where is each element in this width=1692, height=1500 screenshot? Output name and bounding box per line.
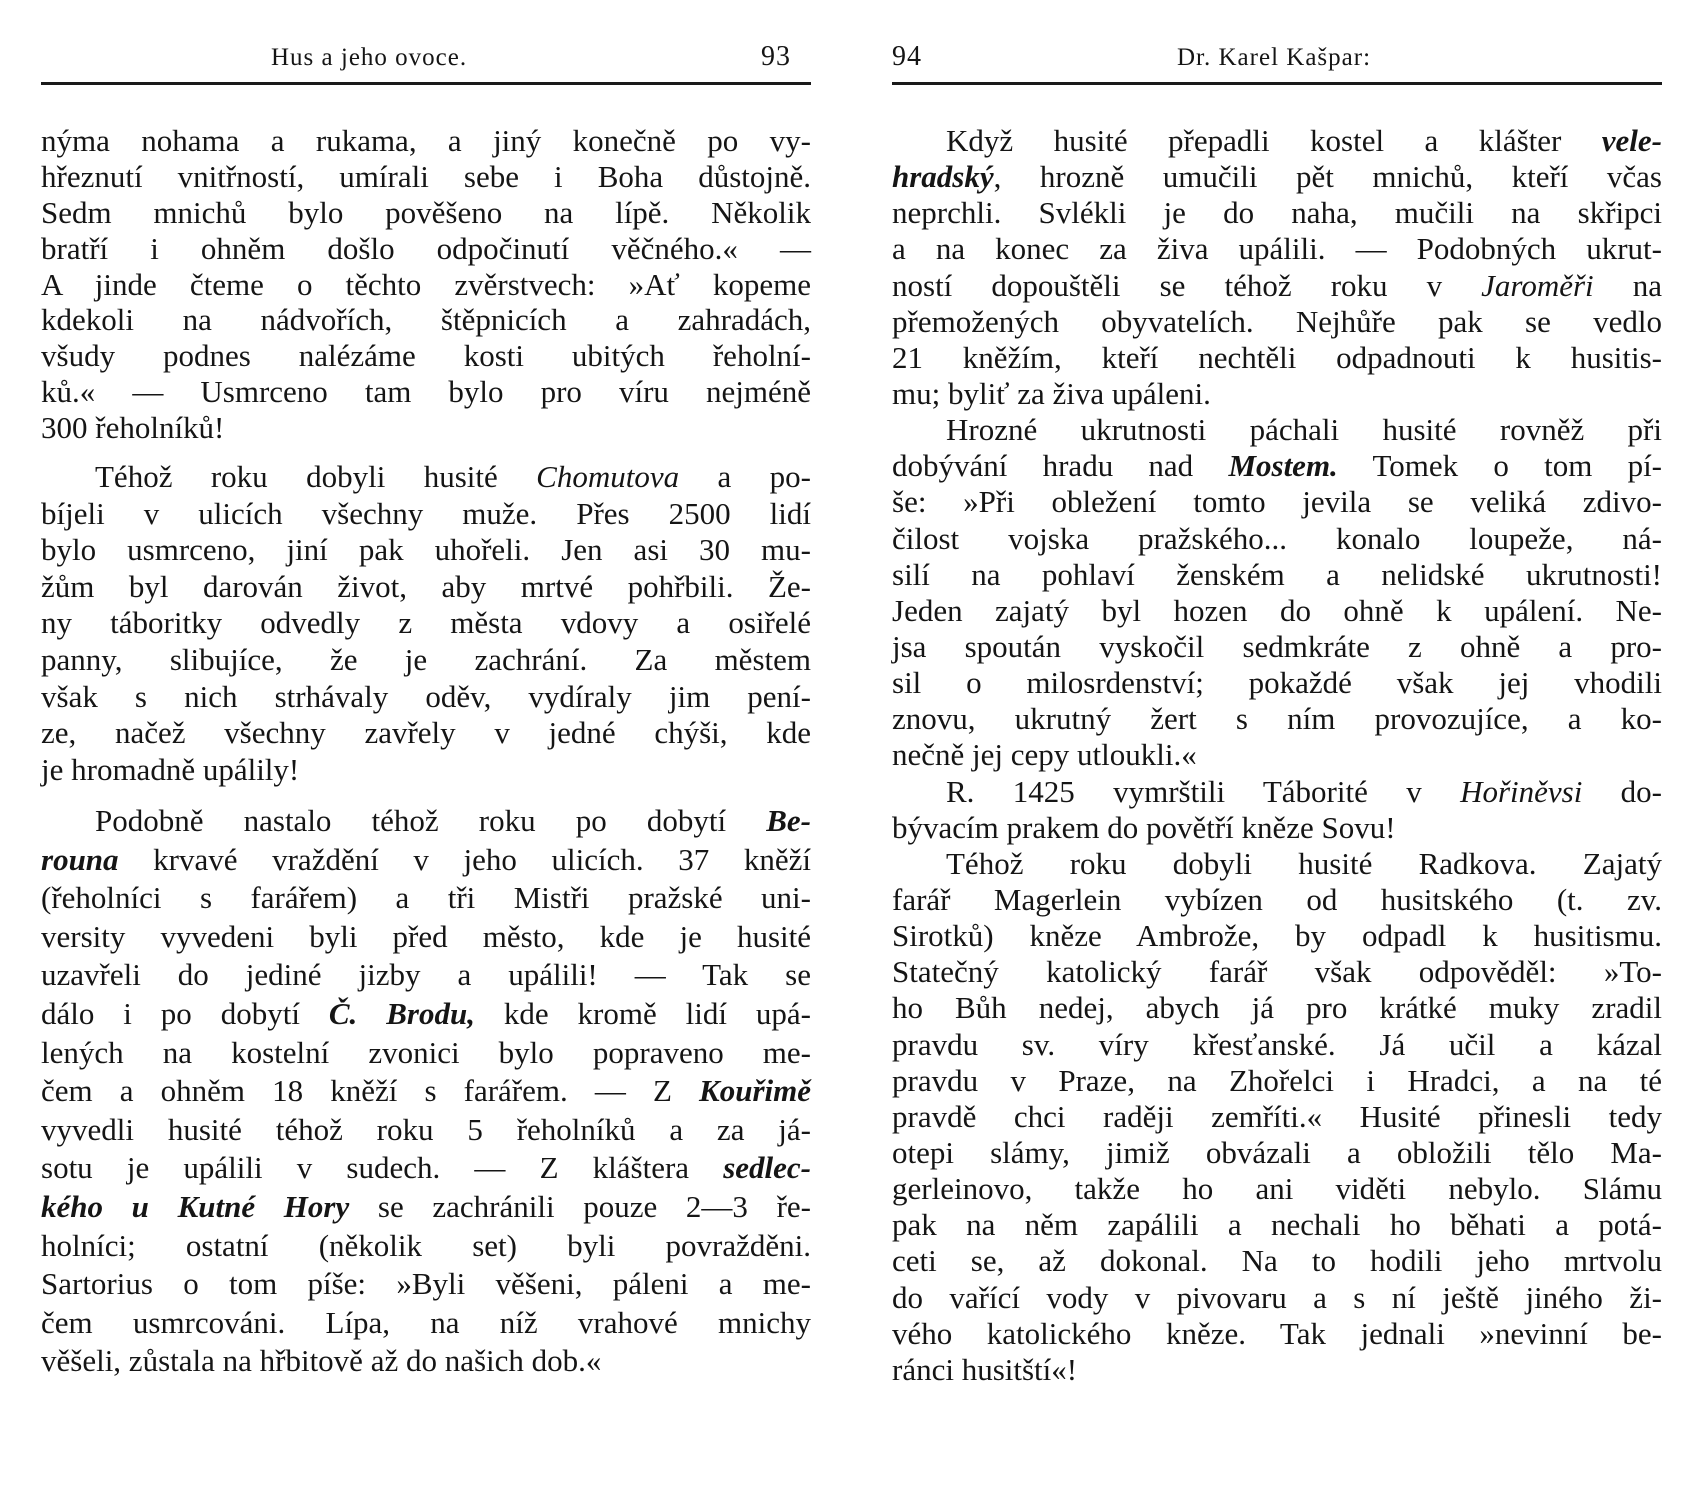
text-line — [892, 1099, 1662, 1135]
text-segment: 300 řeholníků! — [41, 410, 225, 446]
text-line — [892, 918, 1662, 954]
text-segment: nýma nohama a rukama, a jiný konečně po vy- — [41, 123, 811, 158]
text-line — [892, 268, 1662, 304]
text-segment: do vařící vody v pivovaru a s ní ještě jiného ži- — [892, 1279, 1662, 1315]
running-head: Hus a jeho ovoce. — [271, 44, 468, 71]
text-line — [892, 557, 1662, 593]
emphasized-text: sedlec- — [723, 1150, 811, 1186]
text-line — [892, 774, 1662, 810]
text-segment: krvavé vraždění v jeho ulicích. 37 kněží — [118, 841, 811, 877]
text-line — [892, 1280, 1662, 1316]
text-segment: pak na něm zapálili a nechali ho běhati a potá- — [892, 1207, 1662, 1243]
page-number: 93 — [761, 41, 791, 72]
text-segment: hřeznutí vnitřností, umírali sebe i Boha důstojně. — [41, 158, 811, 194]
text-segment: nečně jej cepy utloukli.« — [892, 737, 1197, 773]
emphasized-text: Hořiněvsi — [1460, 773, 1583, 809]
text-segment: ránci husitští«! — [892, 1351, 1078, 1387]
text-line — [892, 231, 1662, 267]
text-line — [41, 459, 811, 496]
text-line — [41, 374, 811, 410]
text-line — [41, 1188, 811, 1227]
text-line — [892, 1316, 1662, 1352]
text-segment: pravdě chci raději zemříti.« Husité přinesli tedy — [892, 1098, 1662, 1134]
emphasized-text: Kouřimě — [699, 1073, 811, 1109]
text-segment: Jeden zajatý byl hozen do ohně k upálení. Ne- — [892, 592, 1662, 628]
text-segment: čem usmrcováni. Lípa, na níž vrahové mnichy — [41, 1304, 811, 1340]
emphasized-text: vele- — [1601, 123, 1662, 158]
text-segment: vého katolického kněze. Tak jednali »nevinní be- — [892, 1315, 1662, 1351]
left-page — [41, 0, 811, 1500]
text-segment: sotu je upálili v sudech. — Z kláštera — [41, 1150, 724, 1186]
text-line — [892, 340, 1662, 376]
text-line — [892, 810, 1662, 846]
emphasized-text: Mostem. — [1228, 448, 1338, 484]
text-segment: Sartorius o tom píše: »Byli věšeni, páleni a me- — [41, 1266, 811, 1302]
text-segment: Statečný katolický farář však odpověděl: »To- — [892, 954, 1662, 990]
text-line — [892, 412, 1662, 448]
text-segment: R. 1425 vymrštili Táborité v — [946, 773, 1461, 809]
text-segment: pravdu sv. víry křesťanské. Já učil a kázal — [892, 1026, 1662, 1062]
emphasized-text: Č. Brodu, — [328, 995, 475, 1031]
text-line — [41, 267, 811, 303]
text-line — [41, 338, 811, 374]
header-rule — [892, 82, 1662, 85]
text-segment: , hrozně umučili pět mnichů, kteří včas — [993, 159, 1662, 195]
text-segment: ho Bůh nedej, abych já pro krátké muky zradil — [892, 990, 1662, 1026]
text-line — [892, 1063, 1662, 1099]
emphasized-text: rouna — [41, 841, 119, 877]
text-line — [892, 1135, 1662, 1171]
text-segment: neprchli. Svlékli je do naha, mučili na skřipci — [892, 195, 1662, 231]
emphasized-text: Jaroměři — [1481, 267, 1594, 303]
text-line — [892, 737, 1662, 773]
text-line — [41, 752, 811, 789]
text-segment: versity vyvedeni byli před město, kde je husité — [41, 918, 811, 954]
running-head: Dr. Karel Kašpar: — [1177, 44, 1372, 71]
text-line — [41, 1149, 811, 1188]
text-line — [41, 1072, 811, 1111]
right-page — [892, 0, 1662, 1500]
text-line — [41, 231, 811, 267]
text-segment: vyvedli husité téhož roku 5 řeholníků a za já- — [41, 1111, 811, 1147]
text-segment: se zachránili pouze 2—3 ře- — [349, 1188, 811, 1224]
text-line — [41, 802, 811, 841]
text-line — [892, 1027, 1662, 1063]
text-segment: čilost vojska pražského... konalo loupeže, ná- — [892, 520, 1662, 556]
text-segment: A jinde čteme o těchto zvěrstvech: »Ať kopeme — [41, 266, 811, 302]
text-line — [41, 496, 811, 533]
text-line — [892, 159, 1662, 195]
text-segment: ny táboritky odvedly z města vdovy a osiřelé — [41, 605, 811, 641]
emphasized-text: hradský — [892, 159, 994, 195]
text-line — [892, 376, 1662, 412]
text-segment: še: »Při obležení tomto jevila se veliká zdivo- — [892, 484, 1662, 520]
text-segment: však s nich strhávaly oděv, vydíraly jim pení- — [41, 678, 811, 714]
text-line — [892, 665, 1662, 701]
text-segment: pravdu v Praze, na Zhořelci i Hradci, a na té — [892, 1062, 1662, 1098]
paragraph — [892, 123, 1662, 1388]
text-line — [41, 569, 811, 606]
text-segment: Sedm mnichů bylo pověšeno na lípě. Několik — [41, 194, 811, 230]
text-line — [892, 484, 1662, 520]
text-segment: přemožených obyvatelích. Nejhůře pak se vedlo — [892, 303, 1662, 339]
text-segment: a na konec za živa upálili. — Podobných ukrut- — [892, 231, 1662, 267]
text-segment: věšeli, zůstala na hřbitově až do našich dob.« — [41, 1343, 602, 1379]
text-line — [892, 882, 1662, 918]
text-segment: jsa spoután vyskočil sedmkráte z ohně a pro- — [892, 628, 1662, 664]
text-segment: dálo i po dobytí — [41, 995, 329, 1031]
text-line — [892, 1207, 1662, 1243]
text-segment: 21 kněžím, kteří nechtěli odpadnouti k husitis- — [892, 339, 1662, 375]
text-segment: mu; byliť za živa upáleni. — [892, 375, 1211, 411]
text-segment: a po- — [679, 459, 811, 494]
text-segment: do- — [1582, 773, 1662, 809]
text-line — [41, 1265, 811, 1304]
text-segment: dobývání hradu nad — [892, 448, 1229, 484]
text-line — [41, 1227, 811, 1266]
text-segment: farář Magerlein vybízen od husitského (t. zv. — [892, 881, 1662, 917]
text-segment: kdekoli na nádvořích, štěpnicích a zahradách, — [41, 302, 811, 338]
text-segment: čem a ohněm 18 kněží s farářem. — Z — [41, 1073, 700, 1109]
text-line — [892, 1352, 1662, 1388]
text-line — [892, 521, 1662, 557]
text-line — [41, 1304, 811, 1343]
text-segment: Tomek o tom pí- — [1337, 448, 1663, 484]
emphasized-text: Chomutova — [536, 459, 680, 494]
text-segment: Téhož roku dobyli husité — [95, 459, 537, 494]
text-line — [41, 410, 811, 446]
text-segment: panny, slibujíce, že je zachrání. Za městem — [41, 641, 811, 677]
emphasized-text: Be- — [766, 803, 811, 838]
text-segment: Sirotků) kněze Ambrože, by odpadl k husitismu. — [892, 918, 1662, 954]
text-segment: ků.« — Usmrceno tam bylo pro víru nejméně — [41, 374, 811, 410]
text-line — [892, 123, 1662, 159]
paragraph — [41, 459, 811, 788]
text-segment: Téhož roku dobyli husité Radkova. Zajatý — [946, 845, 1662, 881]
text-line — [41, 715, 811, 752]
text-segment: ceti se, až dokonal. Na to hodili jeho mrtvolu — [892, 1243, 1662, 1279]
header-rule — [41, 82, 811, 85]
text-line — [41, 679, 811, 716]
text-segment: gerleinovo, takže ho ani viděti nebylo. Slámu — [892, 1171, 1662, 1207]
text-line — [892, 954, 1662, 990]
text-line — [41, 642, 811, 679]
text-line — [41, 532, 811, 569]
text-line — [41, 841, 811, 880]
text-segment: ností dopouštěli se téhož roku v — [892, 267, 1482, 303]
text-line — [892, 593, 1662, 629]
text-segment: žům byl darován život, aby mrtvé pohřbili. Že- — [41, 568, 811, 604]
text-segment: ze, načež všechny zavřely v jedné chýši, kde — [41, 715, 811, 751]
text-line — [892, 990, 1662, 1026]
text-segment: Hrozné ukrutnosti páchali husité rovněž při — [946, 412, 1662, 448]
text-line — [892, 701, 1662, 737]
text-segment: bíjeli v ulicích všechny muže. Přes 2500 lidí — [41, 495, 811, 531]
text-segment: bývacím prakem do povětří kněze Sovu! — [892, 809, 1396, 845]
text-line — [892, 846, 1662, 882]
text-line — [41, 956, 811, 995]
page-number: 94 — [892, 41, 922, 72]
emphasized-text: kého u Kutné Hory — [41, 1188, 350, 1224]
text-line — [41, 605, 811, 642]
text-line — [892, 304, 1662, 340]
text-line — [41, 302, 811, 338]
text-segment: Když husité přepadli kostel a klášter — [946, 123, 1602, 158]
text-line — [41, 195, 811, 231]
paragraph — [41, 802, 811, 1381]
text-line — [41, 159, 811, 195]
text-line — [41, 879, 811, 918]
text-segment: všudy podnes nalézáme kosti ubitých řeholní- — [41, 338, 811, 374]
text-line — [892, 1243, 1662, 1279]
text-line — [41, 1342, 811, 1381]
text-segment: uzavřeli do jediné jizby a upálili! — Tak se — [41, 957, 811, 993]
text-segment: holníci; ostatní (několik set) byli povražděni. — [41, 1227, 811, 1263]
text-line — [892, 448, 1662, 484]
text-segment: znovu, ukrutný žert s ním provozujíce, a ko- — [892, 701, 1662, 737]
text-line — [892, 195, 1662, 231]
text-segment: na — [1593, 267, 1663, 303]
text-segment: (řeholníci s farářem) a tři Mistři pražské uni- — [41, 880, 811, 916]
text-segment: kde kromě lidí upá- — [474, 995, 811, 1031]
text-segment: Podobně nastalo téhož roku po dobytí — [95, 803, 767, 838]
text-line — [41, 1111, 811, 1150]
text-segment: lených na kostelní zvonici bylo popraveno me- — [41, 1034, 811, 1070]
text-line — [41, 995, 811, 1034]
text-segment: je hromadně upálily! — [41, 751, 300, 787]
text-segment: bratří i ohněm došlo odpočinutí věčného.« — — [41, 230, 811, 266]
text-segment: silí na pohlaví ženském a nelidské ukrutnosti! — [892, 556, 1662, 592]
paragraph — [41, 123, 811, 446]
text-line — [41, 918, 811, 957]
text-line — [892, 1171, 1662, 1207]
text-segment: sil o milosrdenství; pokaždé však jej vhodili — [892, 665, 1662, 701]
text-line — [892, 629, 1662, 665]
text-segment: bylo usmrceno, jiní pak uhořeli. Jen asi 30 mu- — [41, 532, 811, 568]
text-line — [41, 1034, 811, 1073]
text-line — [41, 123, 811, 159]
text-segment: otepi slámy, jimiž obvázali a obložili tělo Ma- — [892, 1134, 1662, 1170]
